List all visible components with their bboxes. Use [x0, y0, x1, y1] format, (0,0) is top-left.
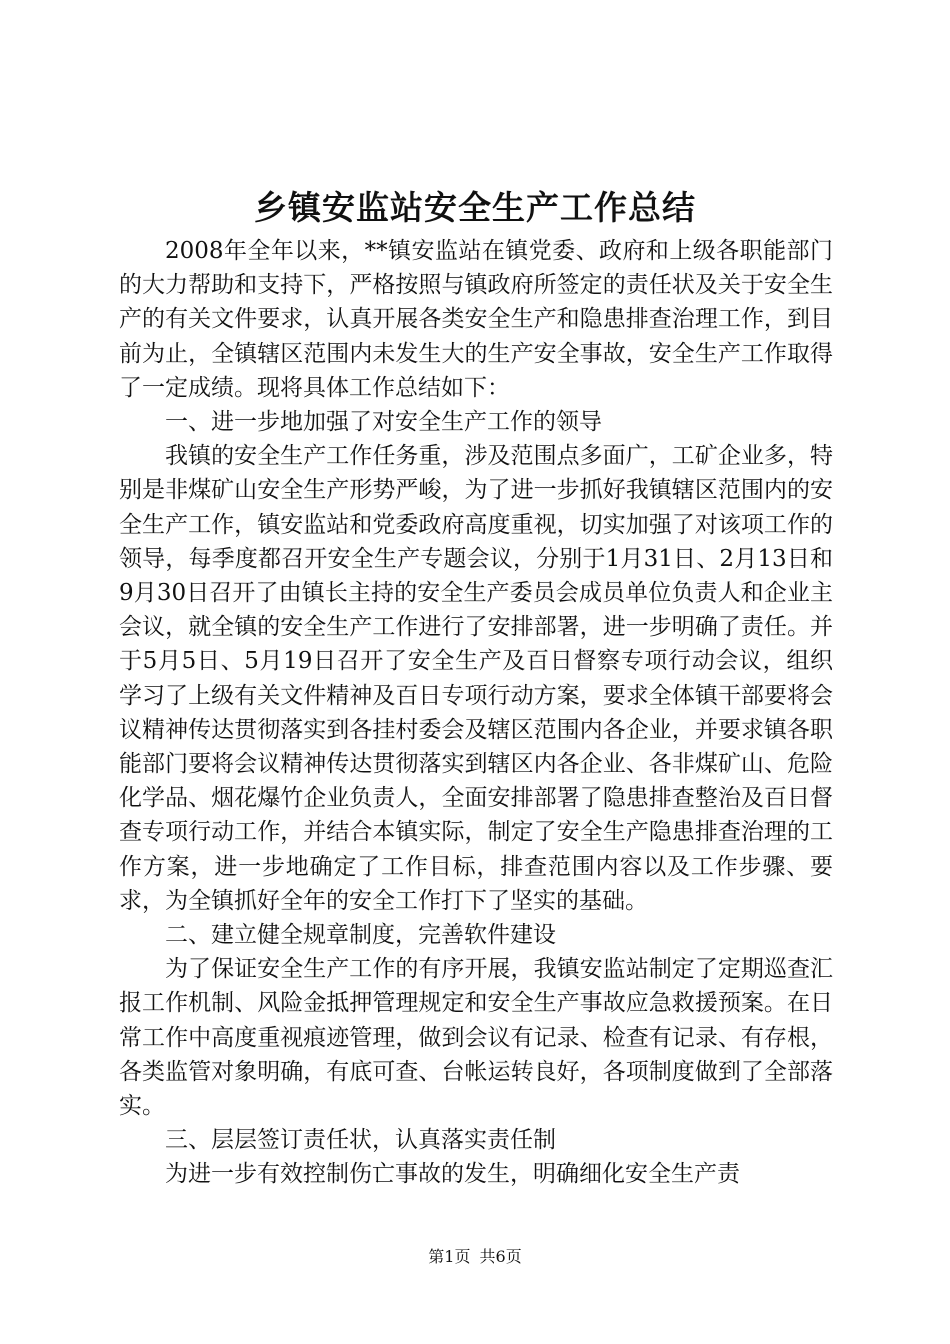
paragraph-section-3: 为进一步有效控制伤亡事故的发生，明确细化安全生产责 — [165, 1161, 740, 1188]
paragraph-section-1: 我镇的安全生产工作任务重，涉及范围点多面广，工矿企业多，特别是非煤矿山安全生产形势严峻，为了进一步抓好我镇辖区范围内的安全生产工作，镇安监站和党委政府高度重视，切实加强了对该项工作的领导，每季度都召开安全生产专题会议，分别于1月31日、2月13日和9月30日召开了由镇长主持的安全生产委员会成员单位负责人和企业主会议，就全镇的安全生产工作进行了安排部署，进一步明确了责任。并于5月5日、5月19日召开了安全生产及百日督察专项行动会议，组织学习了上级有关文件精神及百日专项行动方案，要求全体镇干部要将会议精神传达贯彻落实到各挂村委会及辖区范围内各企业，并要求镇各职能部门要将会议精神传达贯彻落实到辖区内各企业、各非煤矿山、危险化学品、烟花爆竹企业负责人，全面安排部署了隐患排查整治及百日督查专项行动工作，并结合本镇实际，制定了安全生产隐患排查治理的工作方案，进一步地确定了工作目标，排查范围内容以及工作步骤、要求，为全镇抓好全年的安全工作打下了坚实的基础。 — [119, 443, 833, 914]
section-heading-1: 一、进一步地加强了对安全生产工作的领导 — [165, 409, 602, 436]
document-title: 乡镇安监站安全生产工作总结 — [254, 188, 696, 227]
document-body — [119, 234, 833, 1192]
section-heading-3: 三、层层签订责任状，认真落实责任制 — [165, 1127, 556, 1154]
page-footer — [0, 1246, 950, 1268]
section-heading-2: 二、建立健全规章制度，完善软件建设 — [165, 922, 556, 949]
page-number: 第1页 — [428, 1247, 471, 1266]
paragraph-section-2: 为了保证安全生产工作的有序开展，我镇安监站制定了定期巡查汇报工作机制、风险金抵押管理规定和安全生产事故应急救援预案。在日常工作中高度重视痕迹管理，做到会议有记录、检查有记录、有存根，各类监管对象明确，有底可查、台帐运转良好，各项制度做到了全部落实。 — [119, 956, 833, 1120]
page-total: 共6页 — [479, 1247, 522, 1266]
paragraph-intro: 2008年全年以来，**镇安监站在镇党委、政府和上级各职能部门的大力帮助和支持下，严格按照与镇政府所签定的责任状及关于安全生产的有关文件要求，认真开展各类安全生产和隐患排查治理工作，到目前为止，全镇辖区范围内未发生大的生产安全事故，安全生产工作取得了一定成绩。现将具体工作总结如下： — [119, 238, 833, 401]
